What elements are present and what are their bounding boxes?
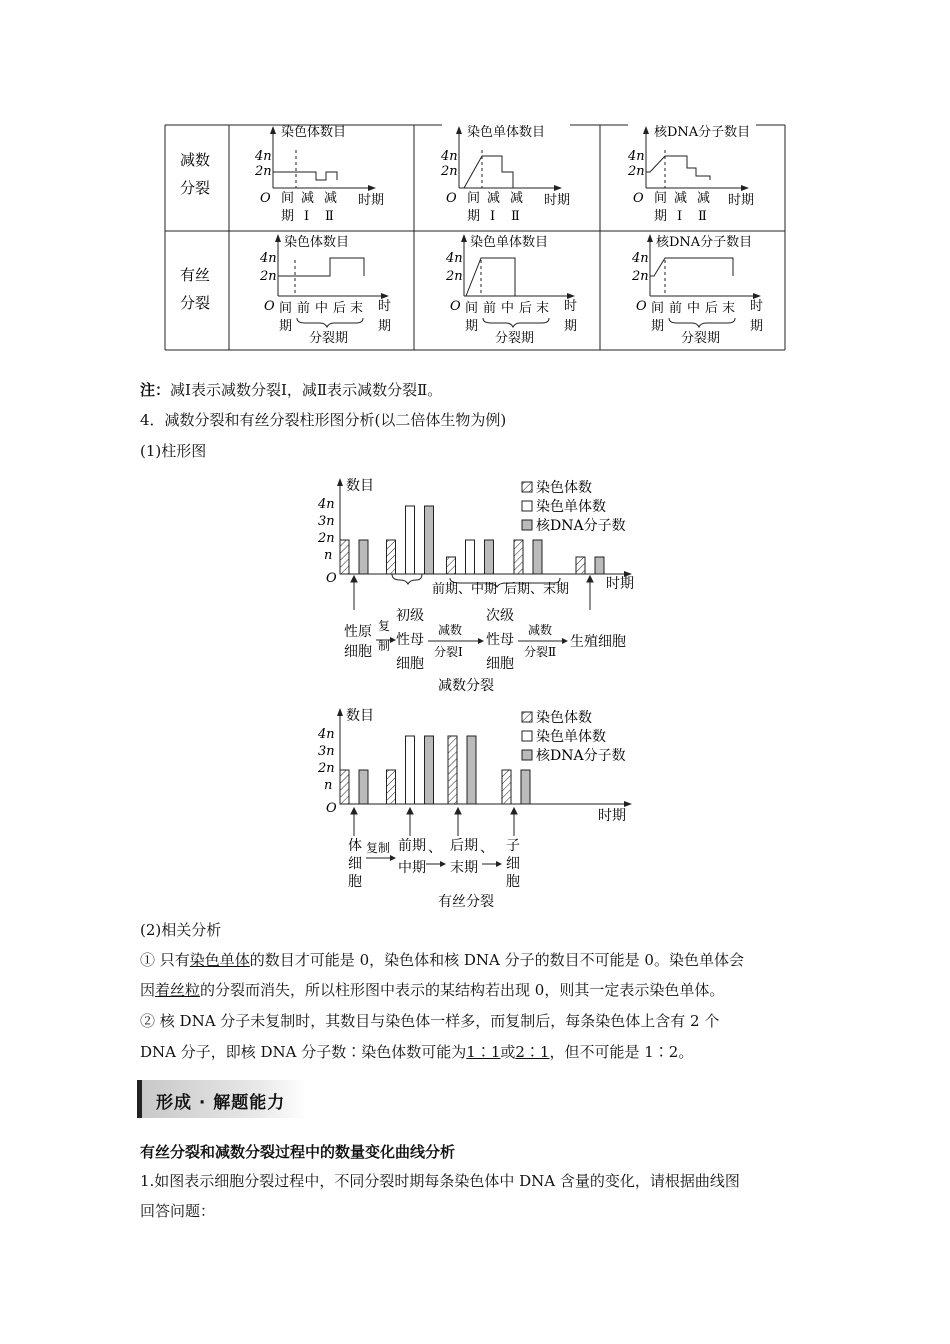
- svg-text:时: 时: [564, 299, 578, 314]
- bar1-caption: 减数分裂: [438, 678, 494, 694]
- arrow1-label-a: 减数: [438, 623, 463, 637]
- bar-bar1-2-1: [466, 540, 475, 574]
- m-cell-c-2: 末期: [450, 860, 478, 876]
- svg-text:间: 间: [279, 301, 293, 316]
- m-cell-c-1: 后期: [450, 838, 478, 854]
- m-dun-2: 、: [480, 840, 494, 856]
- bar-bar2-3-2: [521, 770, 530, 804]
- arrow2-label-a: 减数: [528, 623, 553, 637]
- bar2-y3n: 3n: [318, 744, 335, 759]
- arrow1-label-b: 分裂Ⅰ: [434, 645, 463, 659]
- meiosis-chromosome-curve: [254, 124, 384, 224]
- svg-text:O: O: [260, 191, 271, 206]
- bar-bar1-3-2: [533, 540, 542, 574]
- svg-text:2n: 2n: [441, 164, 458, 179]
- cell-b-line3: 细胞: [396, 656, 424, 672]
- bar2-bars: [340, 736, 530, 804]
- svg-text:期: 期: [467, 209, 481, 224]
- brace-right-label: 后期、末期: [504, 582, 570, 597]
- svg-text:间: 间: [654, 191, 668, 206]
- svg-text:O: O: [450, 299, 461, 314]
- svg-text:期: 期: [654, 209, 668, 224]
- svg-text:期: 期: [651, 319, 665, 334]
- section-header-banner: [137, 1080, 307, 1118]
- svg-text:减: 减: [301, 191, 315, 206]
- legend-dna: 核DNA分子数: [536, 518, 626, 534]
- term-chromatid: 染色单体: [189, 951, 250, 969]
- svg-text:4n: 4n: [446, 251, 463, 266]
- bar2-y2n: 2n: [318, 761, 335, 776]
- analysis-p2-line1: ② 核 DNA 分子未复制时，其数目与染色体一样多，而复制后，每条染色体上含有 2 个: [140, 1012, 720, 1030]
- svg-text:期: 期: [564, 319, 578, 334]
- bar1-y2n: 2n: [318, 531, 335, 546]
- legend2-swatch-dna: [522, 750, 532, 760]
- bar-bar1-1-2: [425, 506, 434, 574]
- legend2-swatch-chromatid: [522, 731, 532, 741]
- cell-c-line3: 细胞: [486, 656, 514, 672]
- bar-bar1-1-1: [406, 506, 415, 574]
- svg-text:间: 间: [467, 191, 481, 206]
- bar-bar1-2-2: [485, 540, 494, 574]
- bar-bar2-2-2: [467, 736, 476, 804]
- svg-text:时: 时: [750, 299, 764, 314]
- svg-text:间: 间: [281, 191, 295, 206]
- legend2-swatch-chromosome: [522, 712, 532, 722]
- svg-text:Ⅱ: Ⅱ: [698, 209, 707, 224]
- row1-label-b: 分裂: [180, 179, 211, 197]
- section-4-heading: 4．减数分裂和有丝分裂柱形图分析(以二倍体生物为例): [140, 411, 507, 429]
- bar-bar2-3-0: [502, 770, 511, 804]
- section-header-text: 形成 · 解题能力: [156, 1093, 286, 1113]
- cell-a-line1: 性原: [344, 624, 372, 640]
- bar2-caption: 有丝分裂: [438, 894, 494, 910]
- m-cell-b-1: 前期: [398, 838, 426, 854]
- svg-text:后: 后: [333, 301, 347, 316]
- svg-text:核DNA分子数目: 核DNA分子数目: [656, 235, 753, 250]
- svg-text:4n: 4n: [441, 149, 458, 164]
- svg-text:分裂期: 分裂期: [309, 331, 349, 346]
- legend-chromosome: 染色体数: [536, 480, 592, 496]
- svg-text:末: 末: [536, 301, 550, 316]
- svg-text:4n: 4n: [255, 149, 272, 164]
- svg-text:期: 期: [465, 319, 479, 334]
- cell-b-line1: 初级: [396, 608, 424, 624]
- svg-text:减: 减: [324, 191, 338, 206]
- arrow2-label-b: 分裂Ⅱ: [524, 645, 557, 659]
- bar-bar2-1-1: [406, 736, 415, 804]
- legend-chromatid: 染色单体数: [536, 499, 606, 515]
- analysis-p2-line2: DNA 分子，即核 DNA 分子数∶染色体数可能为1∶1或2∶1，但不可能是 1∶2。: [140, 1043, 694, 1061]
- svg-text:中: 中: [501, 301, 515, 316]
- svg-text:末: 末: [350, 301, 364, 316]
- svg-text:后: 后: [519, 301, 533, 316]
- note-line: [140, 380, 815, 400]
- ratio-2-1: 2∶1: [515, 1043, 550, 1061]
- m-cell-a-1: 体: [348, 838, 362, 854]
- cell-c-line2: 性母: [486, 632, 514, 648]
- bar2-xlabel: 时期: [598, 808, 626, 824]
- svg-text:Ⅰ: Ⅰ: [677, 209, 683, 224]
- question-1-line1: 1.如图表示细胞分裂过程中，不同分裂时期每条染色体中 DNA 含量的变化，请根据曲线图: [140, 1172, 740, 1190]
- bar1-bars: [340, 506, 604, 574]
- ratio-1-1: 1∶1: [466, 1043, 501, 1061]
- bar-bar1-4-0: [576, 557, 585, 574]
- row2-label-a: 有丝: [180, 266, 211, 284]
- svg-text:4n: 4n: [628, 149, 645, 164]
- bar-bar1-1-0: [387, 540, 396, 574]
- row2-label-b: 分裂: [180, 294, 211, 312]
- svg-text:Ⅱ: Ⅱ: [511, 209, 520, 224]
- svg-text:O: O: [264, 299, 275, 314]
- svg-text:2n: 2n: [628, 164, 645, 179]
- bar1-y3n: 3n: [318, 514, 335, 529]
- svg-text:间: 间: [465, 301, 479, 316]
- svg-text:Ⅰ: Ⅰ: [490, 209, 496, 224]
- mitosis-chromosome-curve: [259, 234, 391, 346]
- svg-text:4n: 4n: [632, 251, 649, 266]
- svg-text:O: O: [446, 191, 457, 206]
- analysis-p1-line1: ① 只有染色单体的数目才可能是 0，染色体和核 DNA 分子的数目不可能是 0。染色单体会: [140, 951, 744, 969]
- bar-bar1-2-0: [447, 557, 456, 574]
- copy-label-b: 制: [378, 639, 391, 653]
- svg-text:2n: 2n: [260, 269, 277, 284]
- mitosis-dna-curve: [631, 234, 763, 346]
- bar-bar2-2-0: [448, 736, 457, 804]
- cell-d-label: 生殖细胞: [570, 634, 626, 650]
- m-cell-a-3: 胞: [348, 874, 362, 890]
- svg-text:间: 间: [651, 301, 665, 316]
- svg-text:分裂期: 分裂期: [495, 331, 535, 346]
- svg-text:期: 期: [279, 319, 293, 334]
- copy-label-a: 复: [378, 619, 391, 633]
- bar2-y4n: 4n: [318, 727, 335, 742]
- svg-text:减: 减: [674, 191, 688, 206]
- svg-text:期: 期: [281, 209, 295, 224]
- m-dun-1: 、: [428, 840, 442, 856]
- bar2-origin: O: [326, 801, 337, 816]
- svg-text:染色单体数目: 染色单体数目: [470, 235, 549, 250]
- m-copy-label: 复制: [366, 841, 391, 855]
- meiosis-chromatid-curve: [440, 124, 570, 224]
- svg-text:核DNA分子数目: 核DNA分子数目: [654, 125, 751, 140]
- svg-text:染色体数目: 染色体数目: [281, 125, 347, 140]
- mitosis-bar-chart: [310, 700, 650, 915]
- svg-text:前: 前: [483, 301, 497, 316]
- bold-title: 有丝分裂和减数分裂过程中的数量变化曲线分析: [140, 1143, 456, 1161]
- svg-text:O: O: [636, 299, 647, 314]
- svg-text:前: 前: [297, 301, 311, 316]
- note-prefix: 注：: [140, 381, 171, 399]
- m-cell-b-2: 中期: [398, 860, 426, 876]
- bar2-ylabel: 数目: [346, 708, 374, 724]
- bar1-ylabel: 数目: [346, 478, 374, 494]
- m-cell-d-2: 细: [506, 856, 520, 872]
- legend2-chromosome: 染色体数: [536, 710, 592, 726]
- legend-swatch-chromatid: [522, 501, 532, 511]
- meiosis-dna-curve: [627, 124, 754, 224]
- m-cell-d-3: 胞: [506, 874, 520, 890]
- svg-text:2n: 2n: [632, 269, 649, 284]
- svg-text:时期: 时期: [358, 193, 385, 208]
- svg-text:中: 中: [315, 301, 329, 316]
- svg-text:中: 中: [687, 301, 701, 316]
- svg-text:末: 末: [722, 301, 736, 316]
- legend2-chromatid: 染色单体数: [536, 729, 606, 745]
- subheading-bar-chart: (1)柱形图: [140, 442, 207, 460]
- svg-text:Ⅰ: Ⅰ: [304, 209, 310, 224]
- bar-bar1-0-2: [359, 540, 368, 574]
- svg-text:染色单体数目: 染色单体数目: [467, 125, 546, 140]
- svg-text:分裂期: 分裂期: [681, 331, 721, 346]
- bar1-origin: O: [326, 571, 337, 586]
- cell-b-line2: 性母: [396, 632, 424, 648]
- bar-bar2-0-2: [359, 770, 368, 804]
- analysis-p1-line2: 因着丝粒的分裂而消失，所以柱形图中表示的某结构若出现 0，则其一定表示染色单体。: [140, 981, 725, 999]
- brace-left-label: 前期、中期: [432, 582, 498, 597]
- svg-text:时期: 时期: [544, 193, 571, 208]
- bar2-yn: n: [324, 778, 333, 793]
- curve-table: [160, 120, 790, 355]
- svg-text:后: 后: [705, 301, 719, 316]
- bar-bar1-3-0: [514, 540, 523, 574]
- svg-text:2n: 2n: [446, 269, 463, 284]
- question-1-line2: 回答问题：: [140, 1202, 216, 1220]
- term-centromere: 着丝粒: [155, 981, 201, 999]
- bar1-yn: n: [324, 548, 333, 563]
- svg-text:染色体数目: 染色体数目: [284, 235, 350, 250]
- row1-label-a: 减数: [180, 151, 211, 169]
- svg-text:期: 期: [750, 319, 764, 334]
- bar-bar2-0-0: [340, 770, 349, 804]
- cell-a-line2: 细胞: [344, 644, 372, 660]
- legend-swatch-dna: [522, 520, 532, 530]
- svg-text:期: 期: [378, 319, 392, 334]
- svg-text:时期: 时期: [728, 193, 755, 208]
- legend2-dna: 核DNA分子数: [536, 748, 626, 764]
- m-cell-a-2: 细: [348, 856, 362, 872]
- svg-text:2n: 2n: [255, 164, 272, 179]
- bar-bar1-4-2: [595, 557, 604, 574]
- bar1-y4n: 4n: [318, 497, 335, 512]
- svg-text:减: 减: [510, 191, 524, 206]
- subheading-analysis: (2)相关分析: [140, 921, 222, 939]
- svg-text:Ⅱ: Ⅱ: [325, 209, 334, 224]
- bar-bar1-0-0: [340, 540, 349, 574]
- svg-text:O: O: [633, 191, 644, 206]
- svg-text:4n: 4n: [260, 251, 277, 266]
- svg-text:减: 减: [697, 191, 711, 206]
- cell-c-line1: 次级: [486, 608, 514, 624]
- meiosis-bar-chart: [310, 470, 650, 700]
- legend-swatch-chromosome: [522, 482, 532, 492]
- svg-text:时: 时: [378, 299, 392, 314]
- bar1-xlabel: 时期: [606, 576, 634, 592]
- note-text: 减Ⅰ表示减数分裂Ⅰ，减Ⅱ表示减数分裂Ⅱ。: [170, 381, 443, 399]
- bar-bar2-1-2: [425, 736, 434, 804]
- svg-text:前: 前: [669, 301, 683, 316]
- bar-bar2-1-0: [387, 770, 396, 804]
- mitosis-chromatid-curve: [445, 234, 577, 346]
- svg-text:减: 减: [487, 191, 501, 206]
- m-cell-d-1: 子: [506, 838, 520, 854]
